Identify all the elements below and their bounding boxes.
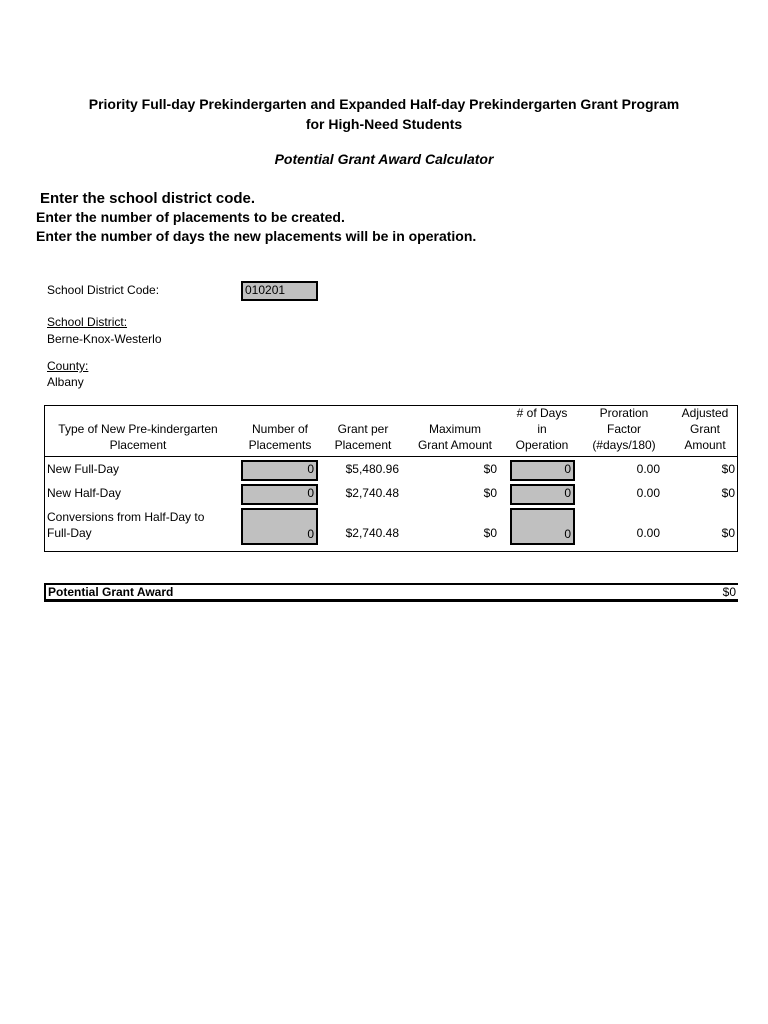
header-grant-per: Grant per Placement bbox=[334, 422, 392, 452]
row-conversion-adjusted: $0 bbox=[721, 526, 735, 540]
row-half-day-max-amount: $0 bbox=[483, 486, 497, 500]
header-adjusted: Adjusted Grant Amount bbox=[681, 406, 729, 452]
potential-grant-award-bar bbox=[44, 583, 738, 602]
district-code-label: School District Code: bbox=[47, 283, 160, 297]
row-full-day-proration: 0.00 bbox=[636, 462, 660, 476]
instruction-placements: Enter the number of placements to be created. bbox=[36, 209, 345, 225]
header-max-amount: Maximum Grant Amount bbox=[417, 422, 493, 452]
instruction-district-code: Enter the school district code. bbox=[40, 190, 256, 207]
potential-grant-award-value: $0 bbox=[722, 585, 736, 599]
header-proration: Proration Factor (#days/180) bbox=[592, 406, 656, 452]
row-conversion-placements-input[interactable]: 0 bbox=[241, 508, 318, 545]
row-half-day-adjusted: $0 bbox=[721, 486, 735, 500]
row-conversion-proration: 0.00 bbox=[636, 526, 660, 540]
row-conversion-grant-per: $2,740.48 bbox=[345, 526, 399, 540]
row-half-day-grant-per: $2,740.48 bbox=[345, 486, 399, 500]
instruction-days: Enter the number of days the new placements will be in operation. bbox=[36, 228, 477, 244]
row-conversion-type: Conversions from Half-Day to Full-Day bbox=[47, 510, 205, 540]
row-half-day-proration: 0.00 bbox=[636, 486, 660, 500]
potential-grant-award-label: Potential Grant Award bbox=[48, 585, 174, 599]
row-full-day-grant-per: $5,480.96 bbox=[345, 462, 399, 476]
header-placements: Number of Placements bbox=[248, 422, 312, 452]
header-days: # of Days in Operation bbox=[515, 406, 569, 452]
row-full-day-adjusted: $0 bbox=[721, 462, 735, 476]
district-code-input[interactable]: 010201 bbox=[241, 281, 318, 301]
row-half-day-placements-input[interactable]: 0 bbox=[241, 484, 318, 505]
row-full-day-type: New Full-Day bbox=[47, 462, 120, 476]
row-full-day-max-amount: $0 bbox=[483, 462, 497, 476]
page-title-line1: Priority Full-day Prekindergarten and Expanded Half-day Prekindergarten Grant Program bbox=[88, 96, 680, 112]
page-subtitle: Potential Grant Award Calculator bbox=[274, 151, 494, 167]
row-full-day-placements-input[interactable]: 0 bbox=[241, 460, 318, 481]
page-title-line2: for High-Need Students bbox=[305, 116, 463, 132]
row-half-day-type: New Half-Day bbox=[47, 486, 122, 500]
school-district-label: School District: bbox=[47, 315, 128, 329]
row-full-day-days-input[interactable]: 0 bbox=[510, 460, 575, 481]
row-conversion-max-amount: $0 bbox=[483, 526, 497, 540]
header-type: Type of New Pre-kindergarten Placement bbox=[58, 422, 218, 452]
row-conversion-days-input[interactable]: 0 bbox=[510, 508, 575, 545]
county-value: Albany bbox=[47, 375, 84, 389]
row-half-day-days-input[interactable]: 0 bbox=[510, 484, 575, 505]
header-divider bbox=[44, 456, 738, 457]
school-district-value: Berne-Knox-Westerlo bbox=[47, 332, 162, 346]
county-label: County: bbox=[47, 359, 89, 373]
